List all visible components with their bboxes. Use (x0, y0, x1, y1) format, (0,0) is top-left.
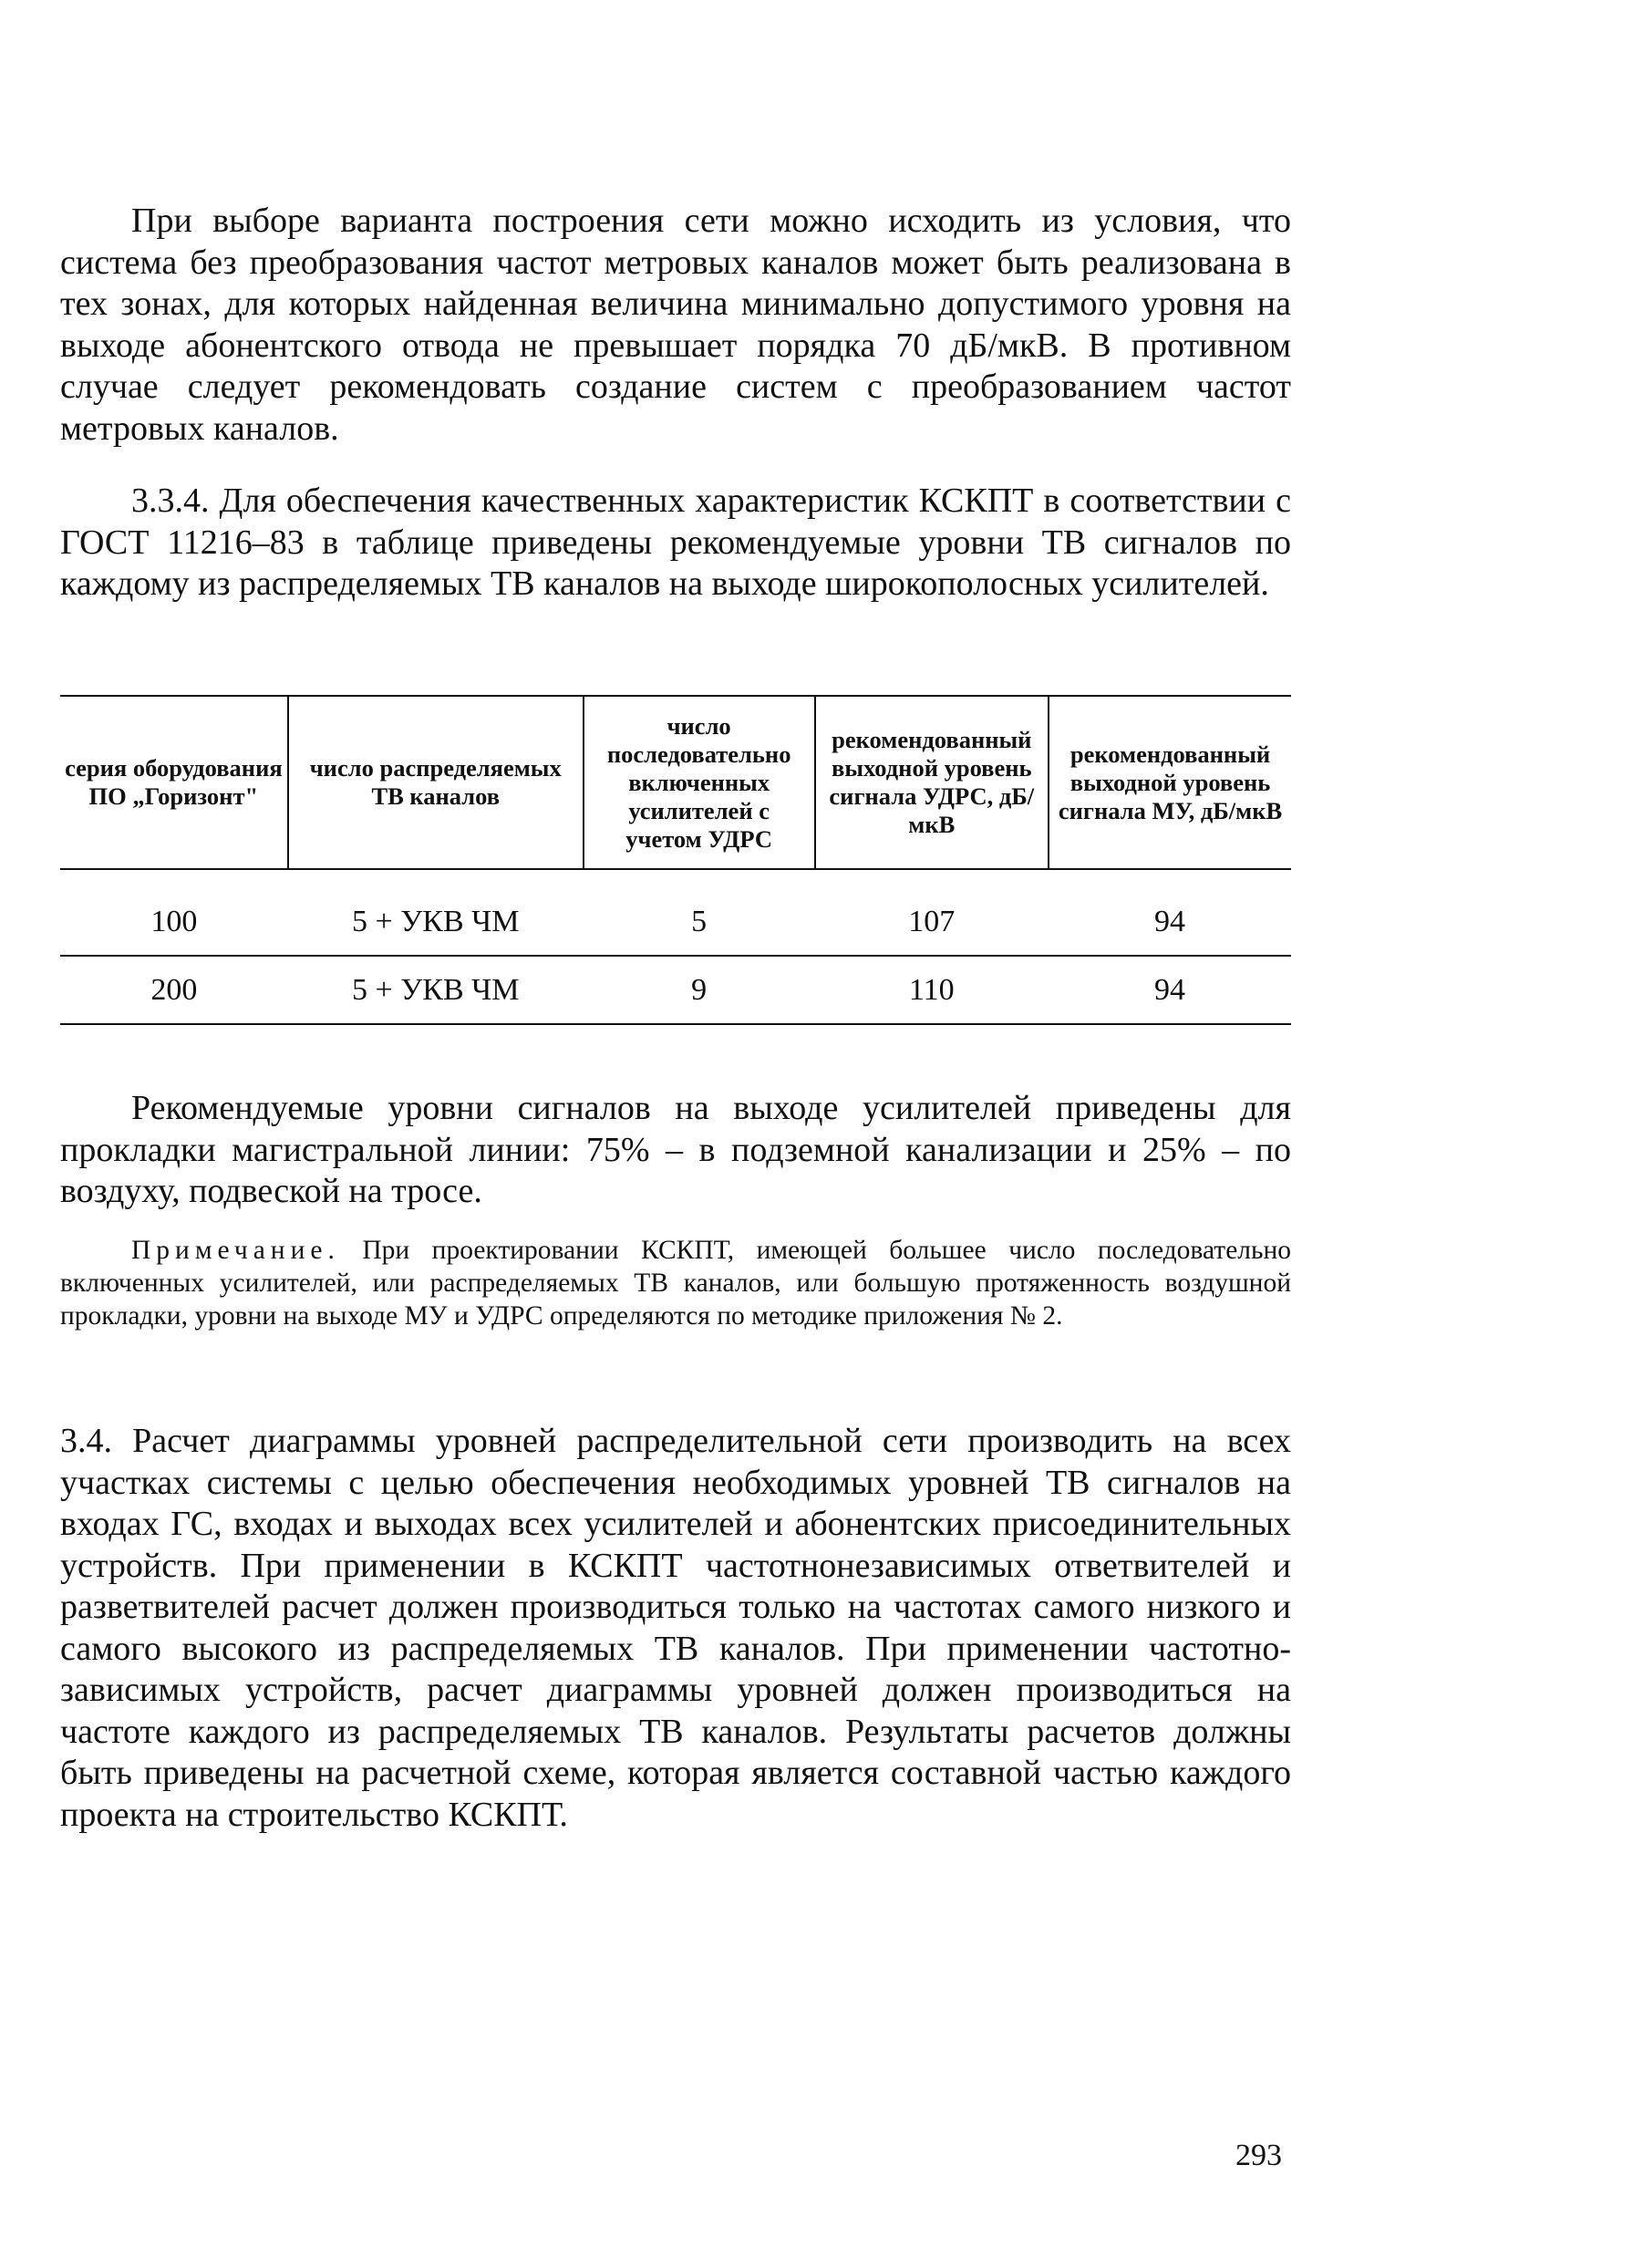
note-block (60, 1234, 1291, 1332)
table-row (60, 956, 1291, 1024)
table-cell: 5 + УКВ ЧМ (288, 888, 584, 956)
table-spacer (60, 869, 1291, 888)
table-header-row (60, 696, 1291, 869)
note-text: При проектировании КСКПТ, имеющей большее число последовательно включенных усилителей, или распределяемых ТВ каналов, или большую протяженность воздушной прокладки, уровни на выходе МУ и УДРС определяются по методике приложения № 2. (60, 1236, 1291, 1331)
page-number: 293 (1235, 2139, 1282, 2172)
paragraph-recommended-levels: Рекомендуемые уровни сигналов на выходе усилителей приведены для прокладки магистральной линии: 75% – в подземной канализации и 25% – по воздуху, подвеской на тросе. (60, 1089, 1291, 1210)
table-cell: 200 (60, 956, 288, 1024)
header-amplifier-count: число последовательно включенных усилителей с учетом УДРС (584, 696, 815, 869)
table-cell: 107 (815, 888, 1049, 956)
table-cell: 9 (584, 956, 815, 1024)
header-mu-output-level: рекомендованный выходной уровень сигнала МУ, дБ/мкВ (1049, 696, 1291, 869)
table-cell: 110 (815, 956, 1049, 1024)
table-cell: 5 (584, 888, 815, 956)
header-equipment-series: серия оборудования ПО „Горизонт" (60, 696, 288, 869)
table-cell: 94 (1049, 956, 1291, 1024)
recommended-levels-table (60, 695, 1291, 1025)
paragraph-section-3-3-4: 3.3.4. Для обеспечения качественных характеристик КСКПТ в соответствии с ГОСТ 11216–83 в таблице приведены рекомендуемые уровни ТВ сигналов по каждому из распределяемых ТВ каналов на выходе широкополосных усилителей. (60, 482, 1291, 603)
table-cell: 94 (1049, 888, 1291, 956)
table-cell: 5 + УКВ ЧМ (288, 956, 584, 1024)
table-cell: 100 (60, 888, 288, 956)
paragraph-section-3-4: 3.4. Расчет диаграммы уровней распределительной сети производить на всех участках системы с целью обеспечения необходимых уровней ТВ сигналов на входах ГС, входах и выходах всех усилителей и абонентских присоединительных устройств. При применении в КСКПТ частотнонезависимых ответвителей и разветвителей расчет должен производиться только на частотах самого низкого и самого высокого из распределяемых ТВ каналов. При применении частотно-зависимых устройств, расчет диаграммы уровней должен производиться на частоте каждого из распределяемых ТВ каналов. Результаты расчетов должны быть приведены на расчетной схеме, которая является составной частью каждого проекта на строительство КСКПТ. (60, 1422, 1291, 1834)
header-channel-count: число распределяемых ТВ каналов (288, 696, 584, 869)
header-udrs-output-level: рекомендованный выходной уровень сигнала УДРС, дБ/мкВ (815, 696, 1049, 869)
note-label: Примечание. (131, 1236, 340, 1265)
table-row (60, 888, 1291, 956)
paragraph-network-options: При выборе варианта построения сети можно исходить из условия, что система без преобразования частот метровых каналов может быть реализована в тех зонах, для которых найденная величина минимально допустимого уровня на выходе абонентского отвода не превышает порядка 70 дБ/мкВ. В противном случае следует рекомендовать создание систем с преобразованием частот метровых каналов. (60, 202, 1291, 448)
